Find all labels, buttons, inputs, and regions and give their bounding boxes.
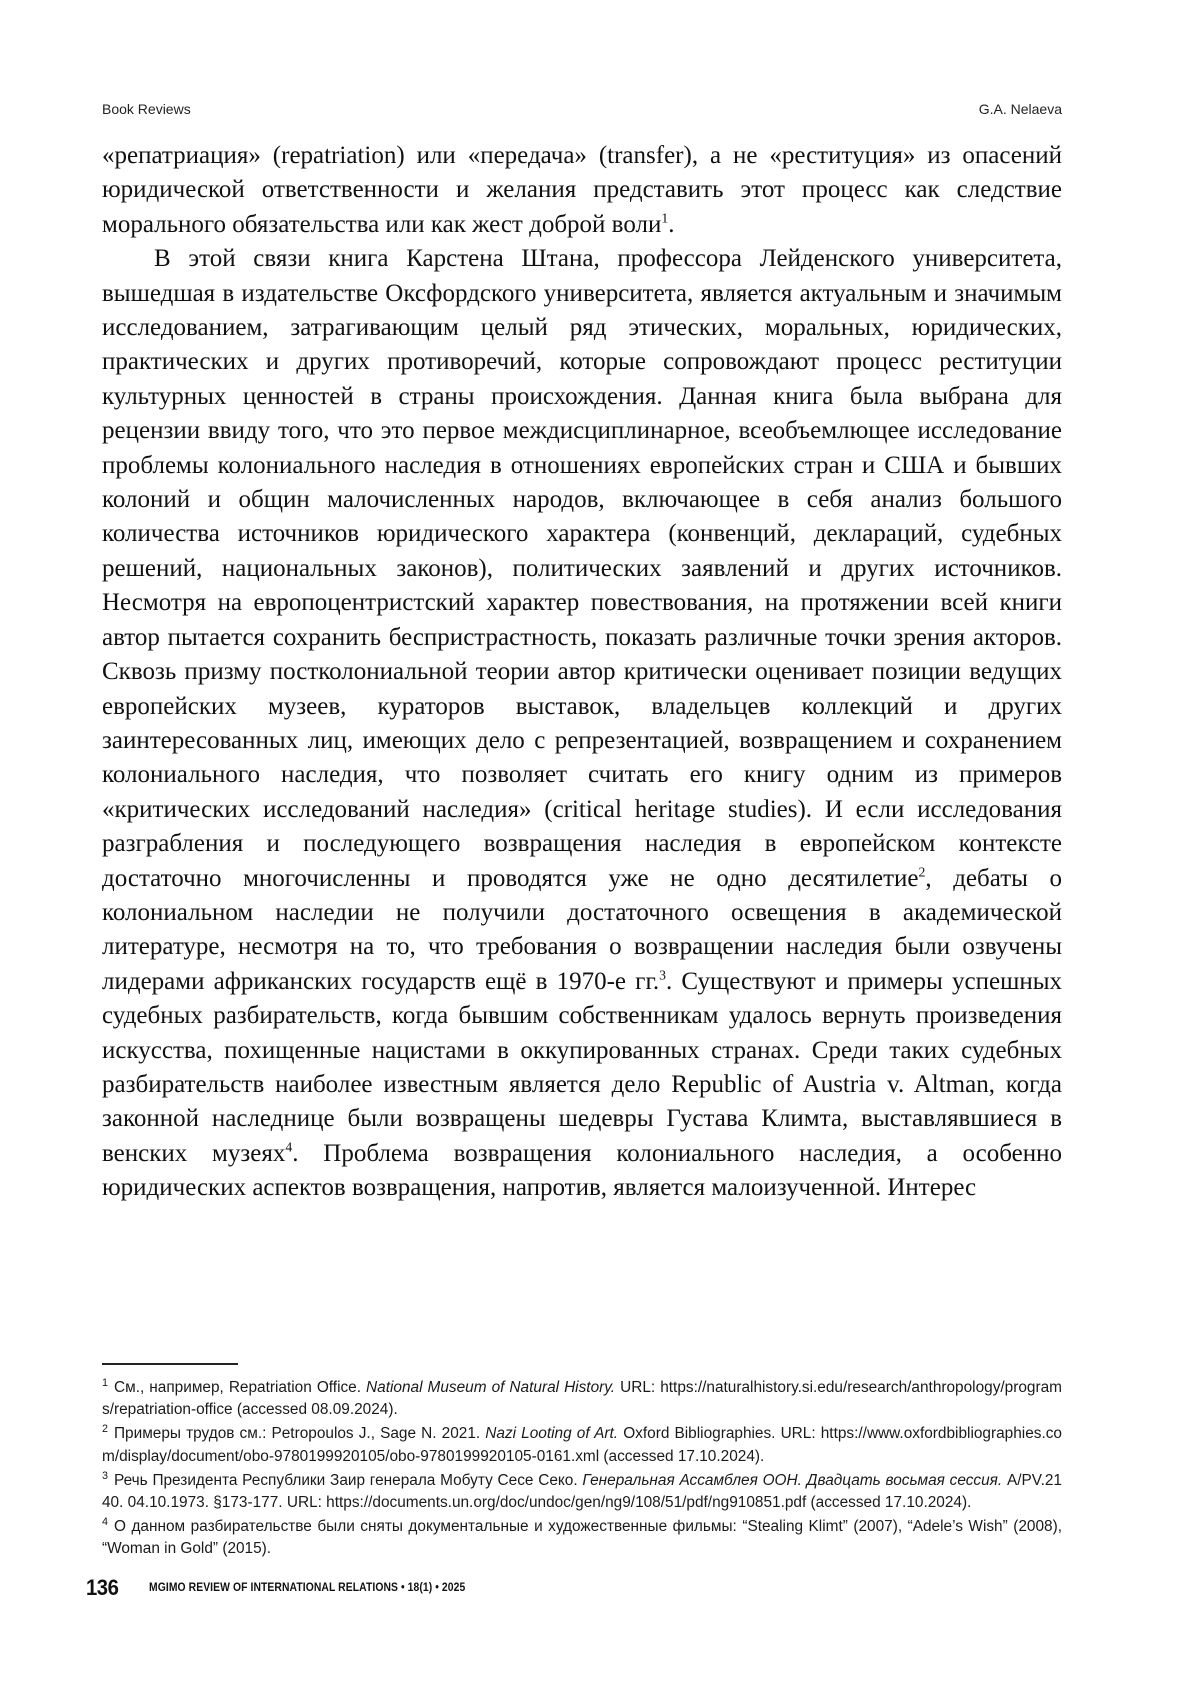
- footnote-ref-3[interactable]: 3: [659, 967, 666, 982]
- footnote-number: 4: [102, 1516, 108, 1528]
- article-body: [102, 139, 1062, 1206]
- journal-page: [0, 0, 1200, 1704]
- running-author: G.A. Nelaeva: [979, 101, 1062, 117]
- paragraph-1: «репатриация» (repatriation) или «передача» (transfer), а не «реституция» из опасений юридической ответственности и желания представить этот процесс как следствие морального обязательства или как жест доброй воли1.: [102, 139, 1062, 242]
- footnote-divider: [102, 1363, 238, 1365]
- page-footer: [86, 1575, 686, 1607]
- footnote-4: 4 О данном разбирательстве были сняты документальные и художественные фильмы: “Stealing Klimt” (2007), “Adele’s Wish” (2008), “Woman in Gold” (2015).: [102, 1516, 1062, 1561]
- footnote-url[interactable]: A/PV.2140. 04.10.1973. §173-177. URL: https://documents.un.org/doc/undoc/gen/ng9/108/51/pdf/ng910851.pdf (accessed 17.10.2024).: [102, 1472, 1062, 1511]
- footnote-number: 1: [102, 1377, 108, 1389]
- footnote-1: 1 См., например, Repatriation Office. National Museum of Natural History. URL: https://naturalhistory.si.edu/research/anthropology/programs/repatriation-office (accessed 08.09.2024).: [102, 1377, 1062, 1422]
- journal-name: MGIMO REVIEW OF INTERNATIONAL RELATIONS • 18(1) • 2025: [149, 1582, 465, 1594]
- footnote-number: 2: [102, 1423, 108, 1435]
- section-title: Book Reviews: [102, 101, 191, 117]
- footnote-ref-4[interactable]: 4: [285, 1139, 292, 1154]
- paragraph-2: В этой связи книга Карстена Штана, профессора Лейденского университета, вышедшая в издательстве Оксфордского университета, является актуальным и значимым исследованием, затрагивающим целый ряд этических, моральных, юридических, практических и других противоречий, которые сопровождают процесс реституции культурных ценностей в страны происхождения. Данная книга была выбрана для рецензии ввиду того, что это первое междисциплинарное, всеобъемлющее исследование проблемы колониального наследия в отношениях европейских стран и США и бывших колоний и общин малочисленных народов, включающее в себя анализ большого количества источников юридического характера (конвенций, деклараций, судебных решений, национальных законов), политических заявлений и других источников. Несмотря на европоцентристский характер повествования, на протяжении всей книги автор пытается сохранить беспристрастность, показать различные точки зрения акторов. Сквозь призму постколониальной теории автор критически оценивает позиции ведущих европейских музеев, кураторов выставок, владельцев коллекций и других заинтересованных лиц, имеющих дело с репрезентацией, возвращением и сохранением колониального наследия, что позволяет считать его книгу одним из примеров «критических исследований наследия» (critical heritage studies). И если исследования разграбления и последующего возвращения наследия в европейском контексте достаточно многочисленны и проводятся уже не одно десятилетие2, дебаты о колониальном наследии не получили достаточного освещения в академической литературе, несмотря на то, что требования о возвращении наследия были озвучены лидерами африканских государств ещё в 1970-е гг.3. Существуют и примеры успешных судебных разбирательств, когда бывшим собственникам удалось вернуть произведения искусства, похищенные нацистами в оккупированных странах. Среди таких судебных разбирательств наиболее известным является дело Republic of Austria v. Altman, когда законной наследнице были возвращены шедевры Густава Климта, выставлявшиеся в венских музеях4. Проблема возвращения колониального наследия, а особенно юридических аспектов возвращения, напротив, является малоизученной. Интерес: [102, 242, 1062, 1205]
- footnote-number: 3: [102, 1470, 108, 1482]
- footnote-url[interactable]: URL: https://naturalhistory.si.edu/research/anthropology/programs/repatriation-office (accessed 08.09.2024).: [102, 1379, 1062, 1418]
- footnote-ref-2[interactable]: 2: [919, 864, 926, 879]
- footnote-ref-1[interactable]: 1: [661, 210, 668, 225]
- footnote-3: 3 Речь Президента Республики Заир генерала Мобуту Сесе Секо. Генеральная Ассамблея ООН. Двадцать восьмая сессия. A/PV.2140. 04.10.1973. §173-177. URL: https://documents.un.org/doc/undoc/gen/ng9/108/51/pdf/ng910851.pdf (accessed 17.10.2024).: [102, 1470, 1062, 1515]
- footnote-2: 2 Примеры трудов см.: Petropoulos J., Sage N. 2021. Nazi Looting of Art. Oxford Bibliographies. URL: https://www.oxfordbibliographies.com/display/document/obo-9780199920105/obo-9780199920105-0161.xml (accessed 17.10.2024).: [102, 1423, 1062, 1468]
- footnote-url[interactable]: Oxford Bibliographies. URL: https://www.oxfordbibliographies.com/display/document/obo-9780199920105/obo-9780199920105-0161.xml (accessed 17.10.2024).: [102, 1425, 1062, 1464]
- running-head: [102, 101, 1062, 121]
- page-number: 136: [86, 1575, 118, 1601]
- footnotes: [102, 1377, 1062, 1562]
